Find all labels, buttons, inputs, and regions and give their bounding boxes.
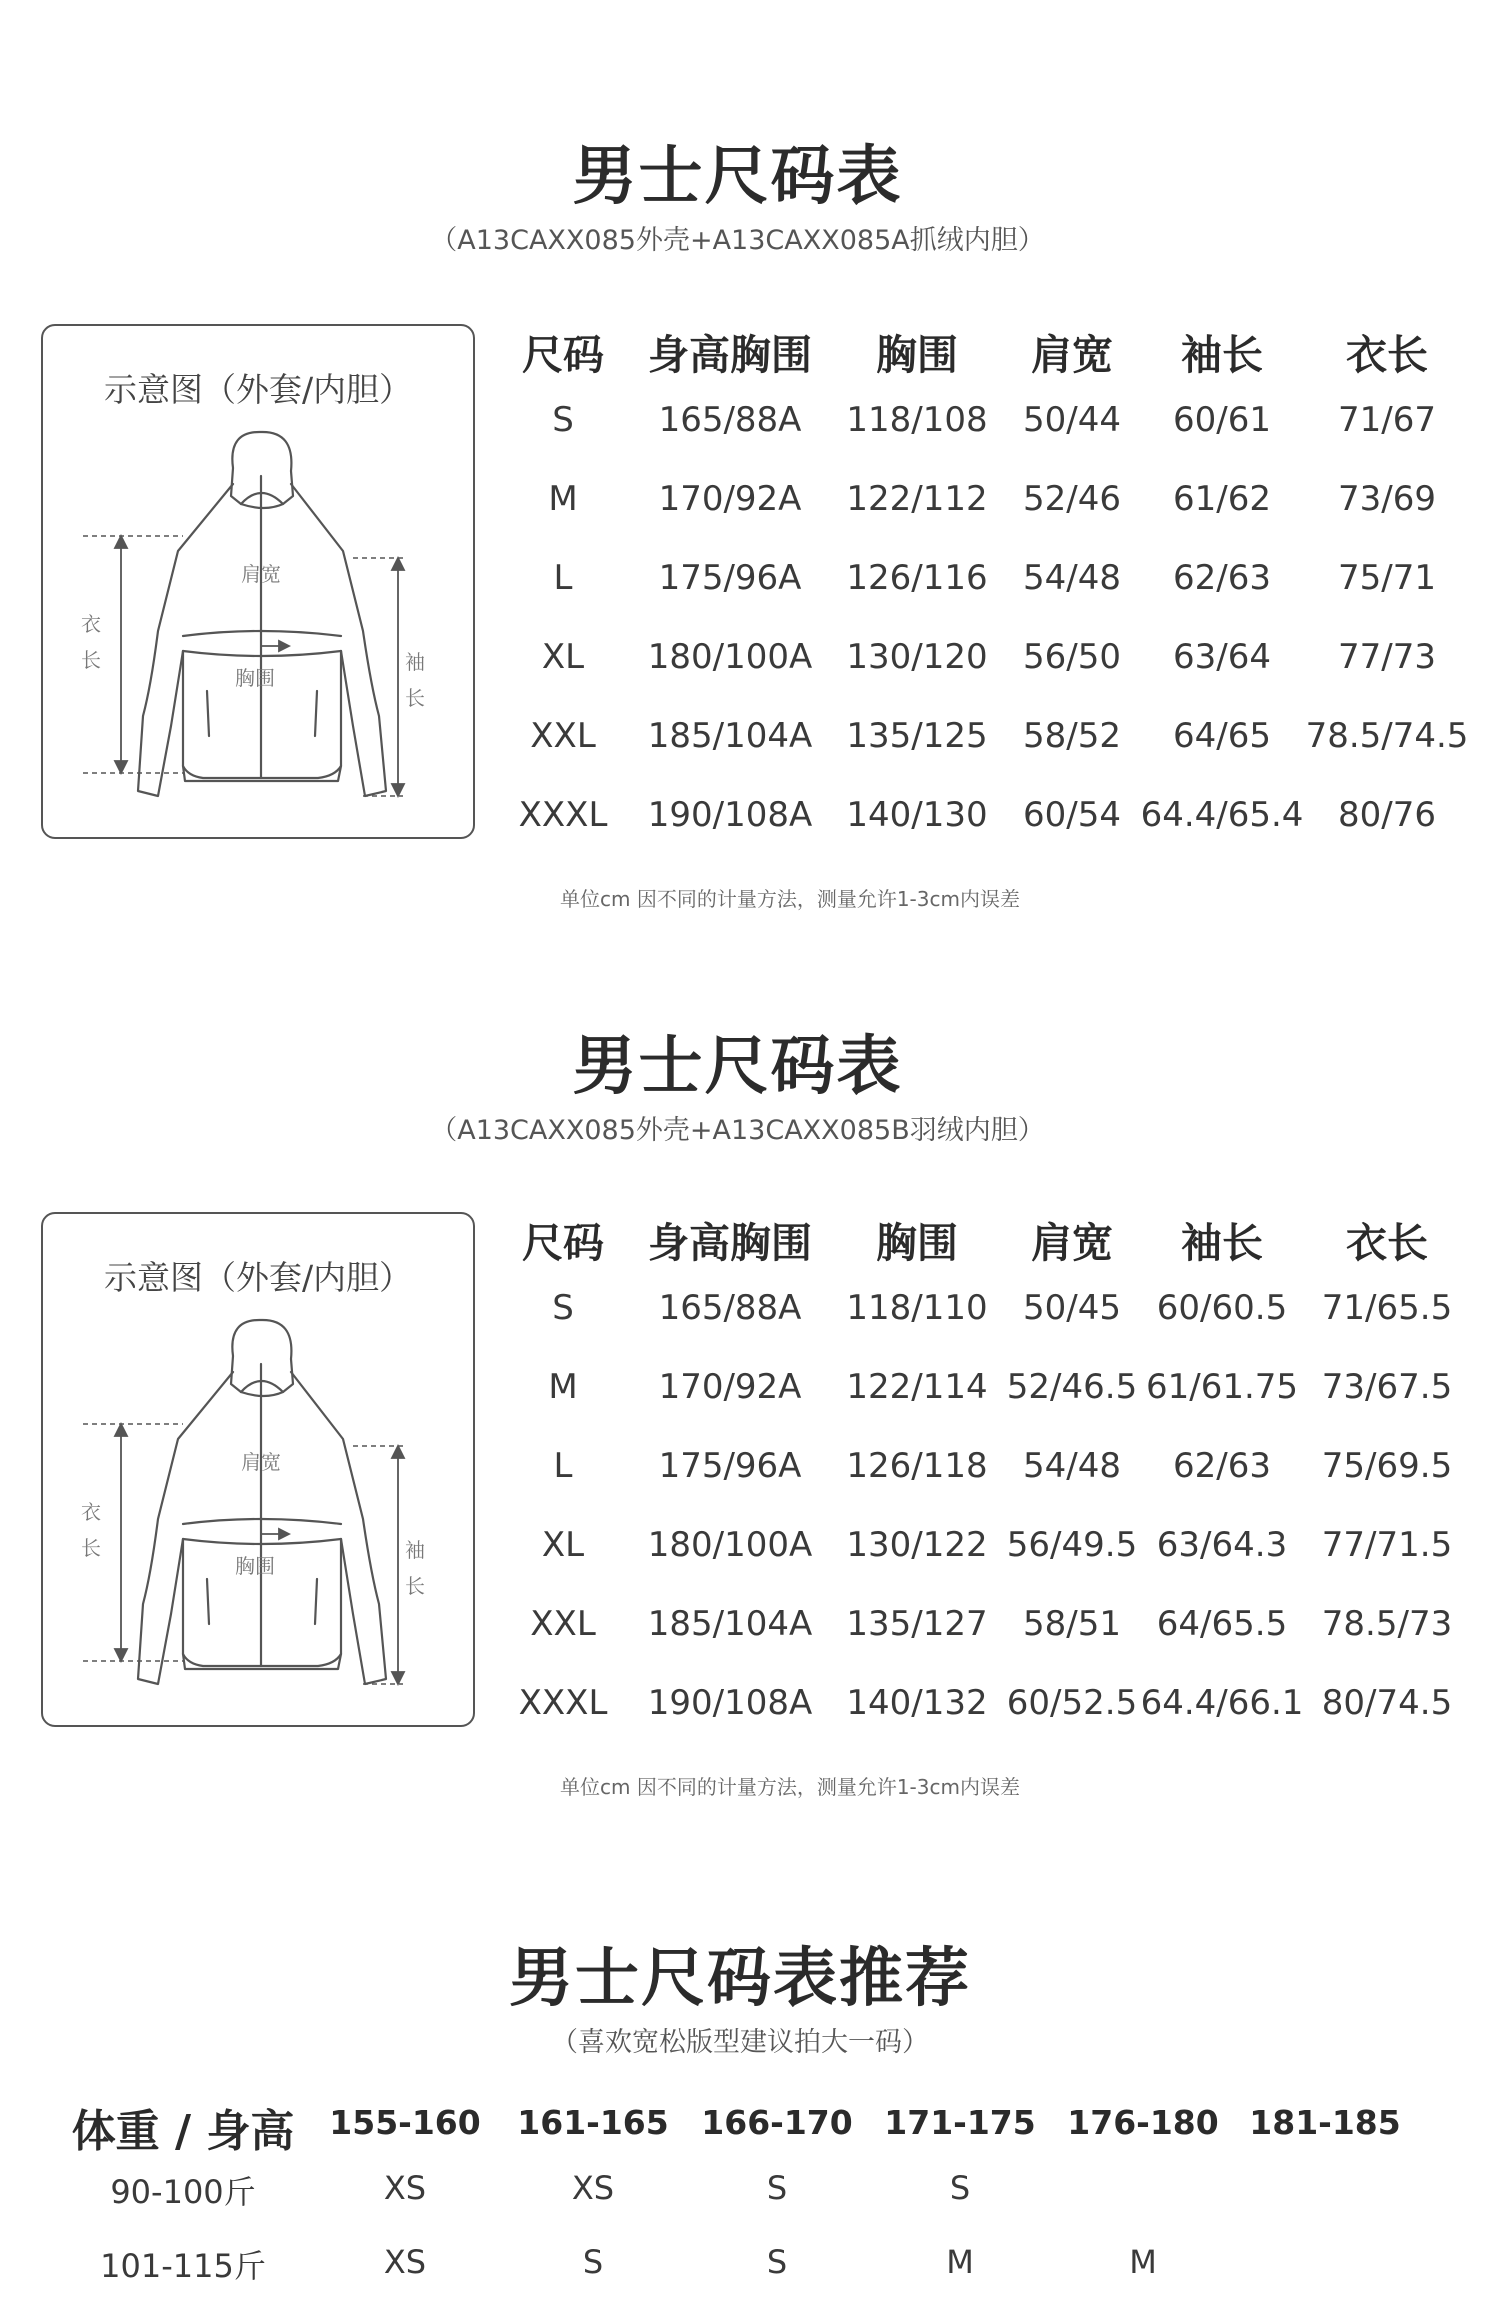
table-cell: 180/100A bbox=[647, 1525, 813, 1565]
column-header: 肩宽 bbox=[1031, 1219, 1113, 1267]
table-cell: 180/100A bbox=[647, 637, 813, 677]
column-header: 肩宽 bbox=[1031, 331, 1113, 379]
table-cell: 122/112 bbox=[846, 479, 988, 519]
table-cell: 78.5/74.5 bbox=[1305, 716, 1469, 756]
measurement-note: 单位cm 因不同的计量方法，测量允许1-3cm内误差 bbox=[560, 887, 1020, 911]
diagram-box bbox=[41, 1212, 475, 1727]
table-cell: 170/92A bbox=[658, 479, 802, 519]
size-table bbox=[505, 1210, 1465, 1740]
length-label-2: 长 bbox=[81, 1536, 101, 1560]
column-header: 袖长 bbox=[1181, 1219, 1263, 1267]
sleeve-label-1: 袖 bbox=[405, 1538, 425, 1562]
table-cell: XL bbox=[541, 637, 585, 677]
table-cell: 78.5/73 bbox=[1321, 1604, 1453, 1644]
column-header: 身高胸围 bbox=[648, 1219, 812, 1267]
height-range-header: 176-180 bbox=[1067, 2103, 1219, 2142]
table-cell: S bbox=[552, 400, 574, 440]
weight-height-header: 体重 / 身高 bbox=[71, 2106, 295, 2157]
table-cell: 61/61.75 bbox=[1145, 1367, 1299, 1407]
table-cell: 185/104A bbox=[647, 716, 813, 756]
table-cell: 61/62 bbox=[1173, 479, 1271, 519]
table-cell: 54/48 bbox=[1023, 1446, 1121, 1486]
table-cell: L bbox=[553, 558, 573, 598]
table-cell: 185/104A bbox=[647, 1604, 813, 1644]
table-cell: XXXL bbox=[518, 795, 608, 835]
table-cell: 64.4/65.4 bbox=[1140, 795, 1304, 835]
weight-label: 101-115斤 bbox=[100, 2247, 266, 2285]
table-cell: 190/108A bbox=[647, 795, 813, 835]
table-cell: 54/48 bbox=[1023, 558, 1121, 598]
weight-label: 90-100斤 bbox=[110, 2173, 256, 2211]
table-cell: XXL bbox=[530, 1604, 596, 1644]
sleeve-label-1: 袖 bbox=[405, 650, 425, 674]
height-range-header: 181-185 bbox=[1249, 2103, 1401, 2142]
recommended-size: S bbox=[766, 2243, 788, 2281]
table-cell: 58/52 bbox=[1023, 716, 1121, 756]
table-cell: 64/65.5 bbox=[1156, 1604, 1288, 1644]
table-cell: 77/73 bbox=[1338, 637, 1436, 677]
table-cell: M bbox=[548, 1367, 578, 1407]
table-cell: 80/74.5 bbox=[1321, 1683, 1453, 1723]
height-range-header: 171-175 bbox=[884, 2103, 1036, 2142]
table-cell: 50/45 bbox=[1023, 1288, 1121, 1328]
measurement-note: 单位cm 因不同的计量方法，测量允许1-3cm内误差 bbox=[560, 1775, 1020, 1799]
sleeve-label-2: 长 bbox=[405, 1574, 425, 1598]
recommended-size: S bbox=[766, 2169, 788, 2207]
table-cell: 52/46.5 bbox=[1006, 1367, 1138, 1407]
table-cell: 170/92A bbox=[658, 1367, 802, 1407]
diagram-caption: 示意图（外套/内胆） bbox=[103, 1258, 413, 1297]
table-cell: 56/50 bbox=[1023, 637, 1121, 677]
table-cell: 71/67 bbox=[1338, 400, 1436, 440]
table-cell: 77/71.5 bbox=[1321, 1525, 1453, 1565]
column-header: 袖长 bbox=[1181, 331, 1263, 379]
table-cell: 165/88A bbox=[658, 400, 802, 440]
table-cell: 64/65 bbox=[1173, 716, 1271, 756]
shoulder-label: 肩宽 bbox=[241, 562, 281, 586]
table-cell: 126/116 bbox=[846, 558, 988, 598]
section-subtitle: （A13CAXX085外壳+A13CAXX085B羽绒内胆） bbox=[430, 1115, 1045, 1146]
table-cell: 75/69.5 bbox=[1321, 1446, 1453, 1486]
table-cell: 130/120 bbox=[846, 637, 988, 677]
recommended-size: M bbox=[1129, 2243, 1157, 2281]
recommend-subtitle: （喜欢宽松版型建议拍大一码） bbox=[551, 2027, 929, 2058]
table-cell: 165/88A bbox=[658, 1288, 802, 1328]
table-cell: 126/118 bbox=[846, 1446, 988, 1486]
table-cell: 135/127 bbox=[846, 1604, 988, 1644]
table-cell: 71/65.5 bbox=[1321, 1288, 1453, 1328]
table-cell: XXL bbox=[530, 716, 596, 756]
table-cell: XL bbox=[541, 1525, 585, 1565]
length-label-1: 衣 bbox=[81, 612, 101, 636]
chest-label: 胸围 bbox=[235, 666, 275, 690]
section-subtitle: （A13CAXX085外壳+A13CAXX085A抓绒内胆） bbox=[430, 225, 1045, 256]
recommended-size: S bbox=[582, 2243, 604, 2281]
table-cell: 73/67.5 bbox=[1321, 1367, 1453, 1407]
table-cell: 58/51 bbox=[1023, 1604, 1121, 1644]
table-cell: 118/108 bbox=[846, 400, 988, 440]
sleeve-label-2: 长 bbox=[405, 686, 425, 710]
height-range-header: 161-165 bbox=[517, 2103, 669, 2142]
height-range-header: 166-170 bbox=[701, 2103, 853, 2142]
table-cell: 63/64 bbox=[1173, 637, 1271, 677]
table-cell: 122/114 bbox=[846, 1367, 988, 1407]
table-cell: 50/44 bbox=[1023, 400, 1121, 440]
length-label-2: 长 bbox=[81, 648, 101, 672]
shoulder-label: 肩宽 bbox=[241, 1450, 281, 1474]
table-cell: 75/71 bbox=[1338, 558, 1436, 598]
table-cell: 60/61 bbox=[1173, 400, 1271, 440]
table-cell: 52/46 bbox=[1023, 479, 1121, 519]
size-table bbox=[505, 322, 1469, 852]
table-cell: 56/49.5 bbox=[1006, 1525, 1138, 1565]
section-title: 男士尺码表 bbox=[572, 140, 903, 214]
table-cell: 140/130 bbox=[846, 795, 988, 835]
recommended-size: XS bbox=[383, 2243, 427, 2281]
column-header: 衣长 bbox=[1346, 1219, 1428, 1267]
table-cell: S bbox=[552, 1288, 574, 1328]
table-cell: 135/125 bbox=[846, 716, 988, 756]
table-cell: 60/60.5 bbox=[1156, 1288, 1288, 1328]
recommended-size: XS bbox=[571, 2169, 615, 2207]
table-cell: 63/64.3 bbox=[1156, 1525, 1288, 1565]
chest-label: 胸围 bbox=[235, 1554, 275, 1578]
table-cell: 62/63 bbox=[1173, 558, 1271, 598]
height-range-header: 155-160 bbox=[329, 2103, 481, 2142]
recommend-title: 男士尺码表推荐 bbox=[509, 1942, 971, 2016]
length-label-1: 衣 bbox=[81, 1500, 101, 1524]
recommend-table bbox=[0, 2095, 1500, 2322]
recommended-size: M bbox=[946, 2243, 974, 2281]
table-cell: XXXL bbox=[518, 1683, 608, 1723]
diagram-caption: 示意图（外套/内胆） bbox=[103, 370, 413, 409]
table-cell: 73/69 bbox=[1338, 479, 1436, 519]
section-title: 男士尺码表 bbox=[572, 1030, 903, 1104]
diagram-box bbox=[41, 324, 475, 839]
column-header: 胸围 bbox=[876, 331, 958, 379]
table-cell: 130/122 bbox=[846, 1525, 988, 1565]
table-cell: 118/110 bbox=[846, 1288, 988, 1328]
column-header: 尺码 bbox=[522, 331, 604, 379]
table-cell: 60/54 bbox=[1023, 795, 1121, 835]
recommended-size: S bbox=[949, 2169, 971, 2207]
table-cell: 80/76 bbox=[1338, 795, 1436, 835]
table-cell: 190/108A bbox=[647, 1683, 813, 1723]
column-header: 胸围 bbox=[876, 1219, 958, 1267]
table-cell: 175/96A bbox=[658, 1446, 802, 1486]
table-cell: 64.4/66.1 bbox=[1140, 1683, 1304, 1723]
table-cell: M bbox=[548, 479, 578, 519]
column-header: 尺码 bbox=[522, 1219, 604, 1267]
table-cell: 175/96A bbox=[658, 558, 802, 598]
table-cell: 62/63 bbox=[1173, 1446, 1271, 1486]
table-cell: L bbox=[553, 1446, 573, 1486]
recommended-size: XS bbox=[383, 2169, 427, 2207]
column-header: 衣长 bbox=[1346, 331, 1428, 379]
table-cell: 140/132 bbox=[846, 1683, 988, 1723]
table-cell: 60/52.5 bbox=[1006, 1683, 1138, 1723]
column-header: 身高胸围 bbox=[648, 331, 812, 379]
